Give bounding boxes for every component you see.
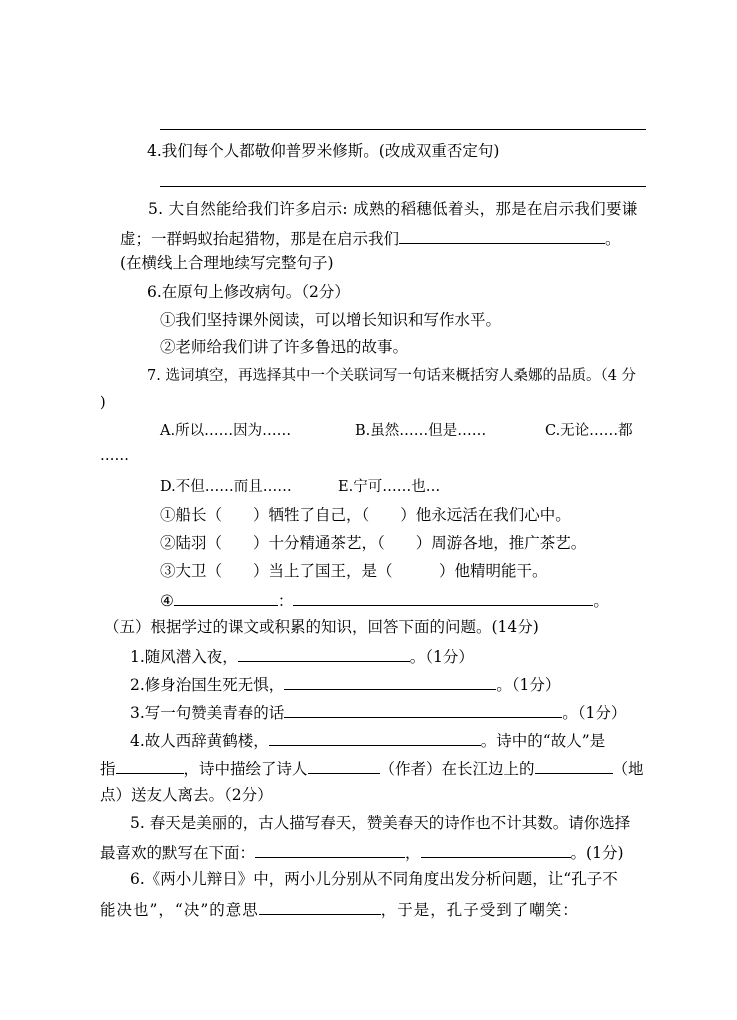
question-7-item-2: ②陆羽（ ）十分精通茶艺，（ ）周游各地，推广茶艺。 (160, 534, 587, 552)
item-5-line-1: 5. 春天是美丽的，古人描写春天，赞美春天的诗作也不计其数。请你选择 (130, 814, 631, 832)
question-7-line-2: ) (100, 395, 106, 411)
question-7-item-4: ④ ： 。 (160, 589, 609, 611)
q5-blank[interactable] (399, 227, 605, 244)
section-5-heading: （五）根据学过的课文或积累的知识，回答下面的问题。(14分) (104, 618, 539, 636)
item-6-blank[interactable] (259, 898, 381, 915)
question-7-line-1: 7. 选词填空，再选择其中一个关联词写一句话来概括穷人桑娜的品质。（4 分 (147, 368, 637, 384)
question-4: 4.我们每个人都敬仰普罗米修斯。(改成双重否定句) (147, 142, 500, 160)
item-5-line-2: 最喜欢的默写在下面： ， 。(1分) (100, 841, 624, 863)
option-c-continued: …… (100, 448, 129, 464)
item-5-blank-2[interactable] (421, 841, 571, 858)
item-4-author-blank[interactable] (308, 757, 380, 774)
q7-keyword-blank[interactable] (174, 589, 278, 606)
question-6-sentence-1: ①我们坚持课外阅读，可以增长知识和写作水平。 (160, 311, 502, 329)
option-d: D.不但……而且…… (160, 479, 292, 495)
option-c: C.无论……都 (545, 423, 633, 439)
item-6-line-2: 能决也”，“决”的意思 ，于是，孔子受到了嘲笑： (100, 898, 579, 920)
item-3: 3.写一句赞美青春的话 。（1分） (130, 701, 626, 723)
item-1-blank[interactable] (238, 645, 410, 662)
question-6: 6.在原句上修改病句。（2分） (147, 283, 350, 301)
question-5-line-2: 虚；一群蚂蚁抬起猎物，那是在启示我们 。 (120, 227, 621, 249)
answer-line-q4[interactable] (160, 186, 646, 187)
item-5-blank-1[interactable] (255, 841, 405, 858)
item-4-line-2: 指 ，诗中描绘了诗人 （作者）在长江边上的 （地 (100, 757, 644, 779)
item-2-blank[interactable] (284, 673, 496, 690)
question-5-line-1: 5. 大自然能给我们许多启示: 成熟的稻穗低着头，那是在启示我们要谦 (148, 200, 638, 218)
item-4-blank[interactable] (269, 729, 481, 746)
item-6-line-1: 6.《两小儿辩日》中，两小儿分别从不同角度出发分析问题，让“孔子不 (130, 870, 618, 888)
item-4-place-blank[interactable] (535, 757, 613, 774)
item-4-line-1: 4.故人西辞黄鹤楼， 。诗中的“故人”是 (130, 729, 605, 751)
item-1: 1.随风潜入夜， 。（1分） (130, 645, 474, 667)
item-4-line-3: 点）送友人离去。（2分） (100, 786, 273, 804)
item-4-person-blank[interactable] (116, 757, 184, 774)
item-2: 2.修身治国生死无惧， 。（1分） (130, 673, 560, 695)
item-3-blank[interactable] (284, 701, 562, 718)
question-6-sentence-2: ②老师给我们讲了许多鲁迅的故事。 (160, 338, 409, 356)
answer-line-q3[interactable] (160, 129, 646, 130)
option-e: E.宁可……也… (338, 479, 441, 495)
option-b: B.虽然……但是…… (355, 423, 487, 439)
question-5-line-3: (在横线上合理地续写完整句子) (120, 254, 334, 272)
question-7-item-1: ①船长（ ）牺牲了自己，（ ）他永远活在我们心中。 (160, 506, 571, 524)
option-a: A.所以……因为…… (160, 423, 292, 439)
question-7-item-3: ③大卫（ ）当上了国王，是（ ）他精明能干。 (160, 562, 548, 580)
q7-sentence-blank[interactable] (293, 589, 593, 606)
